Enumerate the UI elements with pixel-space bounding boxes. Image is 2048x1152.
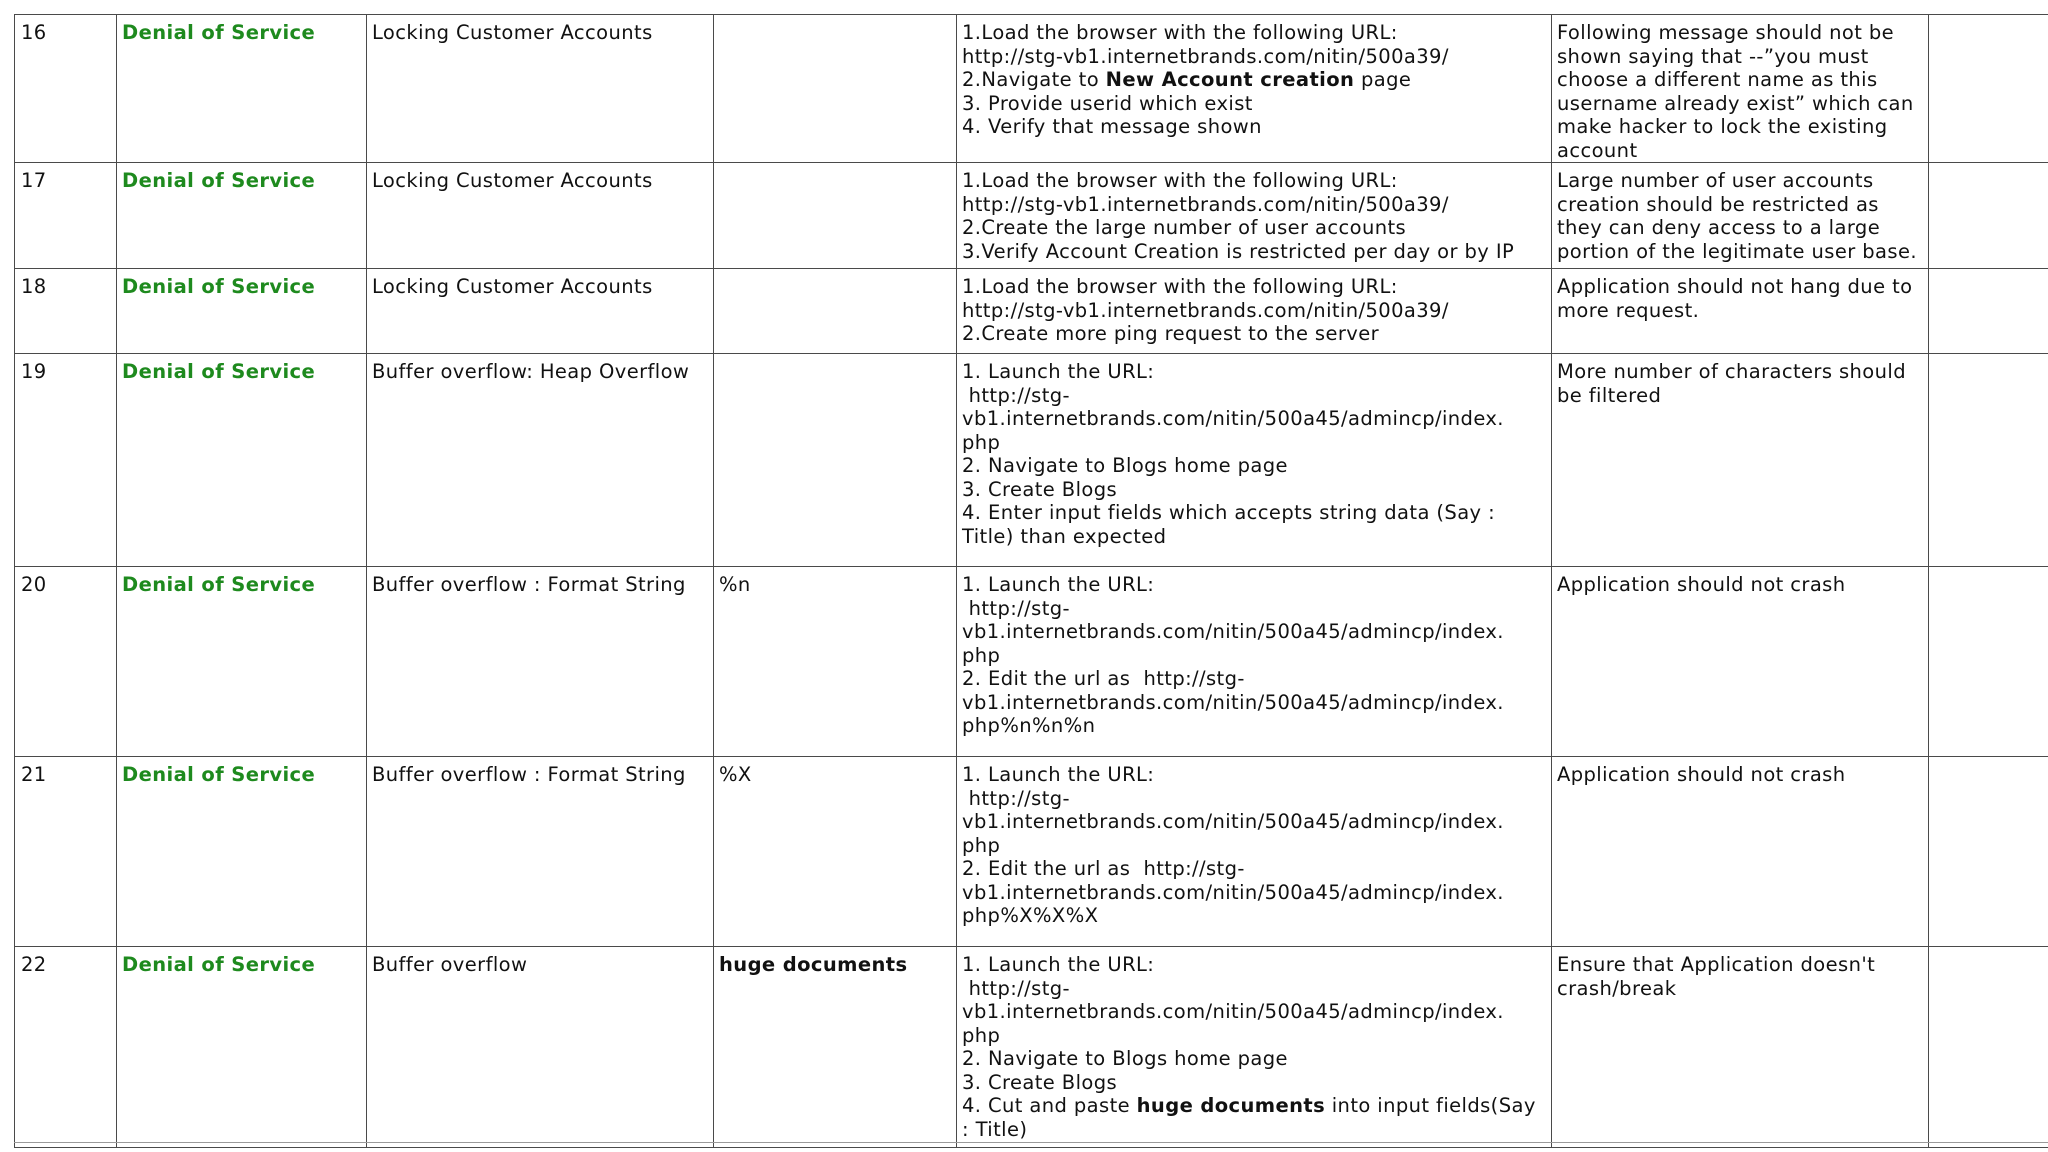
step-line: 1. Launch the URL: <box>962 953 1155 976</box>
step-line: vb1.internetbrands.com/nitin/500a45/admincp/index. <box>962 880 1504 904</box>
step-line: 2. Edit the url as http://stg- <box>962 667 1245 690</box>
expected-result-cell[interactable]: Application should not crash <box>1552 757 1929 947</box>
test-data-cell[interactable]: huge documents <box>714 947 957 1148</box>
test-steps-cell[interactable] <box>957 269 1552 354</box>
category-cell[interactable]: Denial of Service <box>117 163 367 269</box>
step-line: 3.Verify Account Creation is restricted per day or by IP <box>962 239 1515 263</box>
empty-cell[interactable] <box>1929 947 2048 1148</box>
test-steps-cell[interactable] <box>957 163 1552 269</box>
test-case-id-cell[interactable]: 16 <box>15 15 117 163</box>
test-title-cell[interactable]: Buffer overflow : Format String <box>367 757 714 947</box>
step-line: vb1.internetbrands.com/nitin/500a45/admincp/index. <box>962 690 1504 714</box>
table-row <box>15 947 2048 1148</box>
empty-cell[interactable] <box>1929 269 2048 354</box>
step-line: 1. Launch the URL: <box>962 573 1155 596</box>
test-case-id-cell[interactable]: 19 <box>15 354 117 567</box>
test-data-cell[interactable]: %n <box>714 567 957 757</box>
test-steps-cell[interactable] <box>957 15 1552 163</box>
empty-cell[interactable] <box>1929 354 2048 567</box>
test-title-cell[interactable]: Buffer overflow : Format String <box>367 567 714 757</box>
expected-result-cell[interactable]: More number of characters should be filtered <box>1552 354 1929 567</box>
expected-result-cell[interactable]: Following message should not be shown saying that --”you must choose a different name as this username already exist” which can make hacker to lock the existing account <box>1552 15 1929 163</box>
step-line: php <box>962 430 1001 454</box>
test-steps-cell[interactable] <box>957 947 1552 1148</box>
step-line: http://stg-vb1.internetbrands.com/nitin/500a39/ <box>962 192 1449 216</box>
step-line: http://stg- <box>962 383 1070 407</box>
step-line: 2.Create the large number of user accounts <box>962 216 1407 239</box>
step-line: 4. Verify that message shown <box>962 115 1262 138</box>
empty-cell[interactable] <box>1929 567 2048 757</box>
category-cell[interactable]: Denial of Service <box>117 269 367 354</box>
table-row <box>15 757 2048 947</box>
expected-result-cell[interactable]: Application should not hang due to more request. <box>1552 269 1929 354</box>
table-row <box>15 163 2048 269</box>
test-data-cell[interactable] <box>714 163 957 269</box>
step-line: Title) than expected <box>962 524 1167 548</box>
test-steps-cell[interactable] <box>957 757 1552 947</box>
step-line: 2.Navigate to New Account creation page <box>962 68 1412 91</box>
expected-result-cell[interactable]: Application should not crash <box>1552 567 1929 757</box>
step-line: 4. Enter input fields which accepts string data (Say : <box>962 501 1496 524</box>
category-cell[interactable]: Denial of Service <box>117 15 367 163</box>
test-data-cell[interactable] <box>714 15 957 163</box>
table-row <box>15 269 2048 354</box>
test-steps-cell[interactable] <box>957 354 1552 567</box>
step-line: php <box>962 643 1001 667</box>
step-line: vb1.internetbrands.com/nitin/500a45/admincp/index. <box>962 620 1504 643</box>
test-case-id-cell[interactable]: 21 <box>15 757 117 947</box>
test-data-cell[interactable] <box>714 269 957 354</box>
sheet-bottom-border <box>14 1142 2048 1143</box>
step-line: vb1.internetbrands.com/nitin/500a45/admincp/index. <box>962 407 1504 430</box>
test-case-id-cell[interactable]: 22 <box>15 947 117 1148</box>
empty-cell[interactable] <box>1929 757 2048 947</box>
test-steps-cell[interactable] <box>957 567 1552 757</box>
step-line: 3. Create Blogs <box>962 1070 1118 1094</box>
step-line: : Title) <box>962 1117 1028 1141</box>
step-line: 1.Load the browser with the following URL: <box>962 169 1398 192</box>
test-case-id-cell[interactable]: 20 <box>15 567 117 757</box>
step-line: 1. Launch the URL: <box>962 763 1155 786</box>
step-line: 1.Load the browser with the following URL: <box>962 21 1398 44</box>
table-row <box>15 567 2048 757</box>
step-line: 3. Provide userid which exist <box>962 91 1253 115</box>
step-line: http://stg- <box>962 596 1070 620</box>
category-cell[interactable]: Denial of Service <box>117 354 367 567</box>
table-row <box>15 354 2048 567</box>
test-title-cell[interactable]: Locking Customer Accounts <box>367 163 714 269</box>
step-line: 3. Create Blogs <box>962 477 1118 501</box>
step-line: http://stg-vb1.internetbrands.com/nitin/500a39/ <box>962 298 1449 322</box>
category-cell[interactable]: Denial of Service <box>117 757 367 947</box>
test-title-cell[interactable]: Buffer overflow <box>367 947 714 1148</box>
category-cell[interactable]: Denial of Service <box>117 567 367 757</box>
step-line: vb1.internetbrands.com/nitin/500a45/admincp/index. <box>962 1000 1504 1023</box>
step-line: http://stg-vb1.internetbrands.com/nitin/500a39/ <box>962 44 1449 68</box>
table-row <box>15 15 2048 163</box>
step-line: 1.Load the browser with the following URL: <box>962 275 1398 298</box>
test-data-cell[interactable] <box>714 354 957 567</box>
test-title-cell[interactable]: Locking Customer Accounts <box>367 15 714 163</box>
step-line: 2. Edit the url as http://stg- <box>962 857 1245 880</box>
empty-cell[interactable] <box>1929 163 2048 269</box>
step-line: php%X%X%X <box>962 904 1099 927</box>
step-line: 2.Create more ping request to the server <box>962 322 1380 345</box>
step-line: http://stg- <box>962 786 1070 810</box>
test-case-id-cell[interactable]: 18 <box>15 269 117 354</box>
step-line: 2. Navigate to Blogs home page <box>962 1047 1288 1070</box>
step-line: php <box>962 1023 1001 1047</box>
test-case-id-cell[interactable]: 17 <box>15 163 117 269</box>
step-line: php <box>962 833 1001 857</box>
category-cell[interactable]: Denial of Service <box>117 947 367 1148</box>
test-case-table <box>14 14 2048 1148</box>
expected-result-cell[interactable]: Large number of user accounts creation should be restricted as they can deny access to a large portion of the legitimate user base. <box>1552 163 1929 269</box>
expected-result-cell[interactable]: Ensure that Application doesn't crash/break <box>1552 947 1929 1148</box>
step-line: 4. Cut and paste huge documents into input fields(Say <box>962 1094 1536 1117</box>
test-title-cell[interactable]: Locking Customer Accounts <box>367 269 714 354</box>
step-line: vb1.internetbrands.com/nitin/500a45/admincp/index. <box>962 810 1504 833</box>
test-data-cell[interactable]: %X <box>714 757 957 947</box>
step-line: 2. Navigate to Blogs home page <box>962 454 1288 477</box>
test-title-cell[interactable]: Buffer overflow: Heap Overflow <box>367 354 714 567</box>
step-line: 1. Launch the URL: <box>962 360 1155 383</box>
step-line: php%n%n%n <box>962 714 1096 737</box>
step-line: http://stg- <box>962 976 1070 1000</box>
empty-cell[interactable] <box>1929 15 2048 163</box>
